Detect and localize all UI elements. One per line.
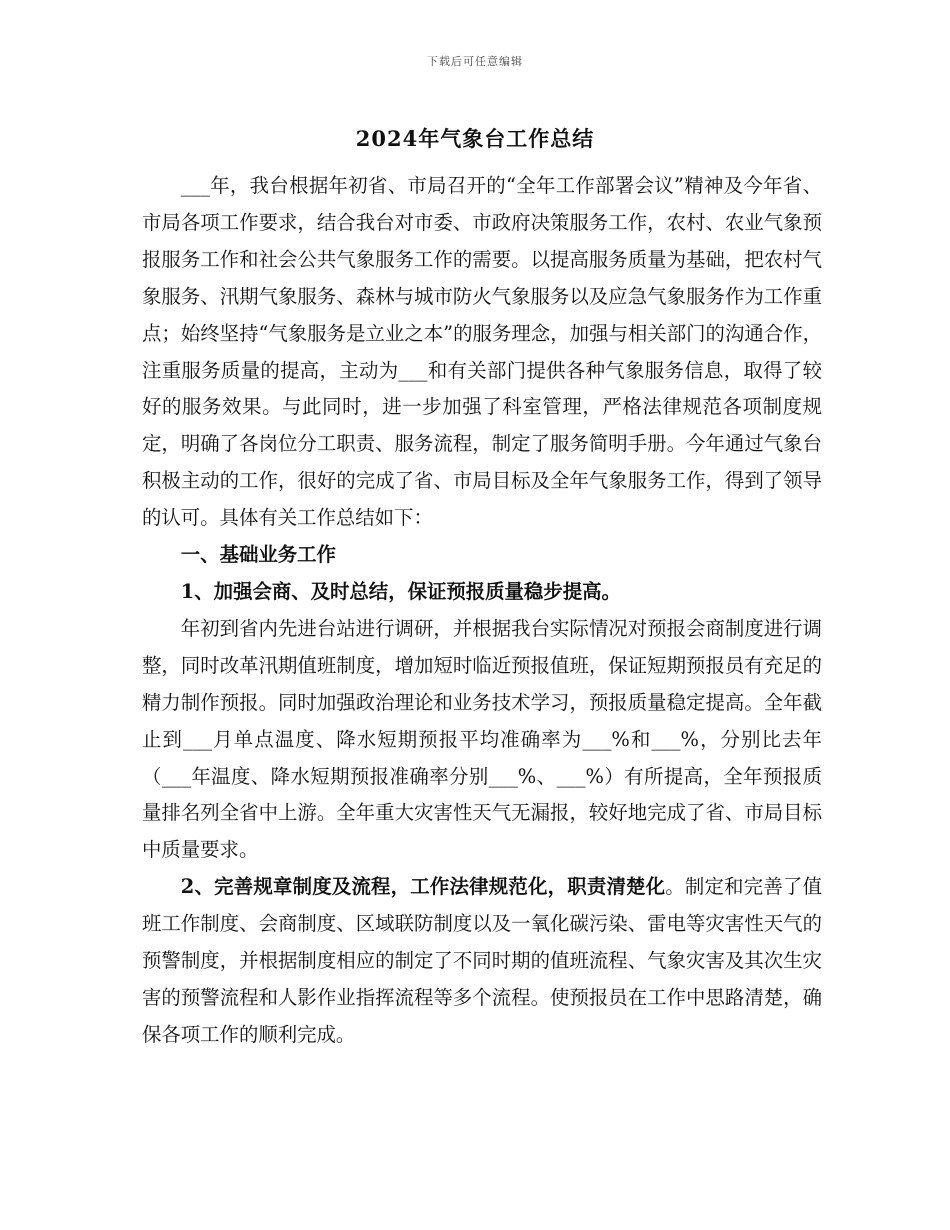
document-body (142, 168, 822, 1054)
item-2-paragraph (142, 869, 822, 1054)
intro-paragraph: ___年，我台根据年初省、市局召开的“全年工作部署会议”精神及今年省、市局各项工作要求，结合我台对市委、市政府决策服务工作，农村、农业气象预报服务工作和社会公共气象服务工作的需要。以提高服务质量为基础，把农村气象服务、汛期气象服务、森林与城市防火气象服务以及应急气象服务作为工作重点；始终坚持“气象服务是立业之本”的服务理念，加强与相关部门的沟通合作，注重服务质量的提高，主动为___和有关部门提供各种气象服务信息，取得了较好的服务效果。与此同时，进一步加强了科室管理，严格法律规范各项制度规定，明确了各岗位分工职责、服务流程，制定了服务简明手册。今年通过气象台积极主动的工作，很好的完成了省、市局目标及全年气象服务工作，得到了领导的认可。具体有关工作总结如下： (142, 174, 822, 530)
item-2-body: 。制定和完善了值班工作制度、会商制度、区域联防制度以及一氧化碳污染、雷电等灾害性天气的预警制度，并根据制度相应的制定了不同时期的值班流程、气象灾害及其次生灾害的预警流程和人影作业指挥流程等多个流程。使预报员在工作中思路清楚，确保各项工作的顺利完成。 (142, 875, 822, 1046)
page-title: 2024年气象台工作总结 (355, 126, 595, 151)
section-heading-basic-work: 一、基础业务工作 (180, 543, 336, 567)
item-1-paragraph: 年初到省内先进台站进行调研，并根据我台实际情况对预报会商制度进行调整，同时改革汛期值班制度，增加短时临近预报值班，保证短期预报员有充足的精力制作预报。同时加强政治理论和业务技术学习，预报质量稳定提高。全年截止到___月单点温度、降水短期预报平均准确率为___%和___%，分别比去年（___年温度、降水短期预报准确率分别___%、___%）有所提高，全年预报质量排名列全省中上游。全年重大灾害性天气无漏报，较好地完成了省、市局目标中质量要求。 (142, 616, 822, 862)
page-header-note: 下载后可任意编辑 (427, 55, 523, 68)
item-1-heading: 1、加强会商、及时总结，保证预报质量稳步提高。 (180, 579, 621, 603)
item-2-heading: 2、完善规章制度及流程，工作法律规范化，职责清楚化 (180, 875, 666, 899)
